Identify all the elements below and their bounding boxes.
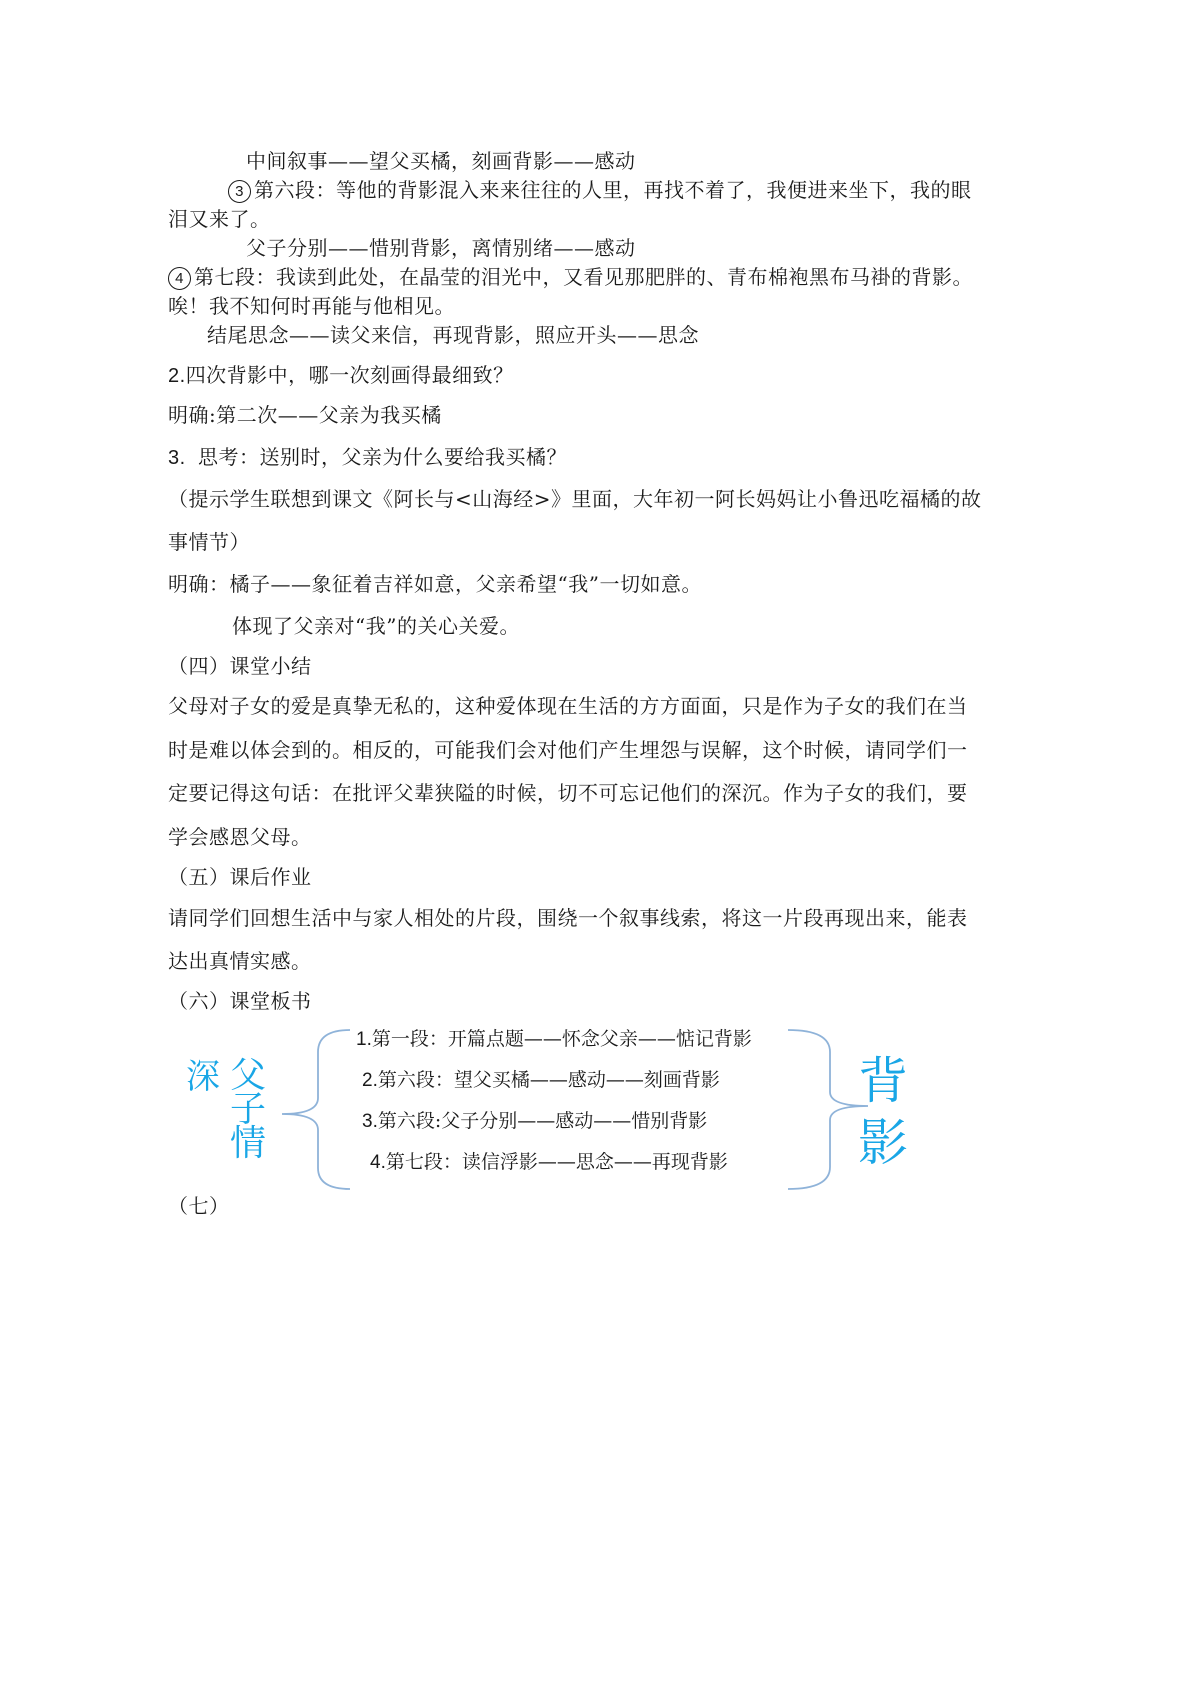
blackboard-item-1-number: 1. <box>356 1029 372 1050</box>
summary-line2: 时是难以体会到的。相反的，可能我们会对他们产生埋怨与误解，这个时候，请同学们一 <box>168 738 968 762</box>
blackboard-father-char: 父 <box>230 1055 267 1096</box>
question-3-text: 思考：送别时，父亲为什么要给我买橘？ <box>198 445 567 469</box>
blackboard-shadow-char: 影 <box>858 1114 908 1172</box>
item3-line2: 泪又来了。 <box>168 207 271 231</box>
blackboard-item-4-text: 第七段：读信浮影——思念——再现背影 <box>385 1151 728 1173</box>
hint-line1: （提示学生联想到课文《阿长与<山海经>》里面，大年初一阿长妈妈让小鲁迅吃福橘的故 <box>168 487 982 511</box>
blackboard-item-4 <box>370 1150 728 1175</box>
homework-line1: 请同学们回想生活中与家人相处的片段，围绕一个叙事线索，将这一片段再现出来，能表 <box>168 906 968 930</box>
blackboard-love-char: 情 <box>230 1123 267 1164</box>
question-3-number: 3. <box>168 447 186 469</box>
summary-line1: 父母对子女的爱是真挚无私的，这种爱体现在生活的方方面面，只是作为子女的我们在当 <box>168 694 968 718</box>
right-brace <box>788 1030 868 1189</box>
blackboard-item-4-number: 4. <box>370 1152 386 1173</box>
hint-line2: 事情节） <box>168 530 250 554</box>
summary-line3: 定要记得这句话：在批评父辈狭隘的时候，切不可忘记他们的深沉。作为子女的我们，要 <box>168 781 968 805</box>
blackboard-item-2-text: 第六段：望父买橘——感动——刻画背影 <box>377 1069 720 1091</box>
circled-number-4: 4 <box>168 267 191 290</box>
question-2-number: 2. <box>168 365 186 387</box>
separation-line: 父子分别——惜别背影，离情别绪——感动 <box>246 236 636 260</box>
blackboard-item-1 <box>356 1027 752 1052</box>
blackboard-item-2-number: 2. <box>362 1070 378 1091</box>
blackboard-son-char: 子 <box>230 1089 267 1130</box>
narrative-middle: 中间叙事——望父买橘，刻画背影——感动 <box>246 149 636 173</box>
blackboard-item-3-text: 第六段:父子分别——感动——惜别背影 <box>377 1110 708 1132</box>
section-6-title: （六）课堂板书 <box>168 989 312 1013</box>
item4-text: 第七段：我读到此处，在晶莹的泪光中，又看见那肥胖的、青布棉袍黑布马褂的背影。 <box>194 265 973 289</box>
homework-line2: 达出真情实感。 <box>168 949 312 973</box>
section-5-title: （五）课后作业 <box>168 865 312 889</box>
ending-line: 结尾思念——读父来信，再现背影，照应开头——思念 <box>207 323 699 347</box>
summary-line4: 学会感恩父母。 <box>168 825 312 849</box>
blackboard-item-2 <box>362 1068 720 1093</box>
blackboard-back-char: 背 <box>858 1052 908 1110</box>
section-4-title: （四）课堂小结 <box>168 654 312 678</box>
blackboard-item-3 <box>362 1109 707 1134</box>
left-brace <box>282 1030 350 1189</box>
blackboard-item-3-number: 3. <box>362 1111 378 1132</box>
item4-line2: 唉！我不知何时再能与他相见。 <box>168 294 455 318</box>
blackboard-item-1-text: 第一段：开篇点题——怀念父亲——惦记背影 <box>371 1028 752 1050</box>
question-2-answer: 明确:第二次——父亲为我买橘 <box>168 403 442 427</box>
section-7-title: （七） <box>168 1194 230 1218</box>
question-3-answer: 明确：橘子——象征着吉祥如意，父亲希望“我”一切如意。 <box>168 572 702 596</box>
item3-text: 第六段：等他的背影混入来来往往的人里，再找不着了，我便进来坐下，我的眼 <box>254 178 972 202</box>
question-2-text: 四次背影中，哪一次刻画得最细致？ <box>185 363 514 387</box>
blackboard-deep-char: 深 <box>186 1057 220 1097</box>
circled-number-3: 3 <box>228 180 251 203</box>
question-3-answer-2: 体现了父亲对“我”的关心关爱。 <box>232 614 520 638</box>
